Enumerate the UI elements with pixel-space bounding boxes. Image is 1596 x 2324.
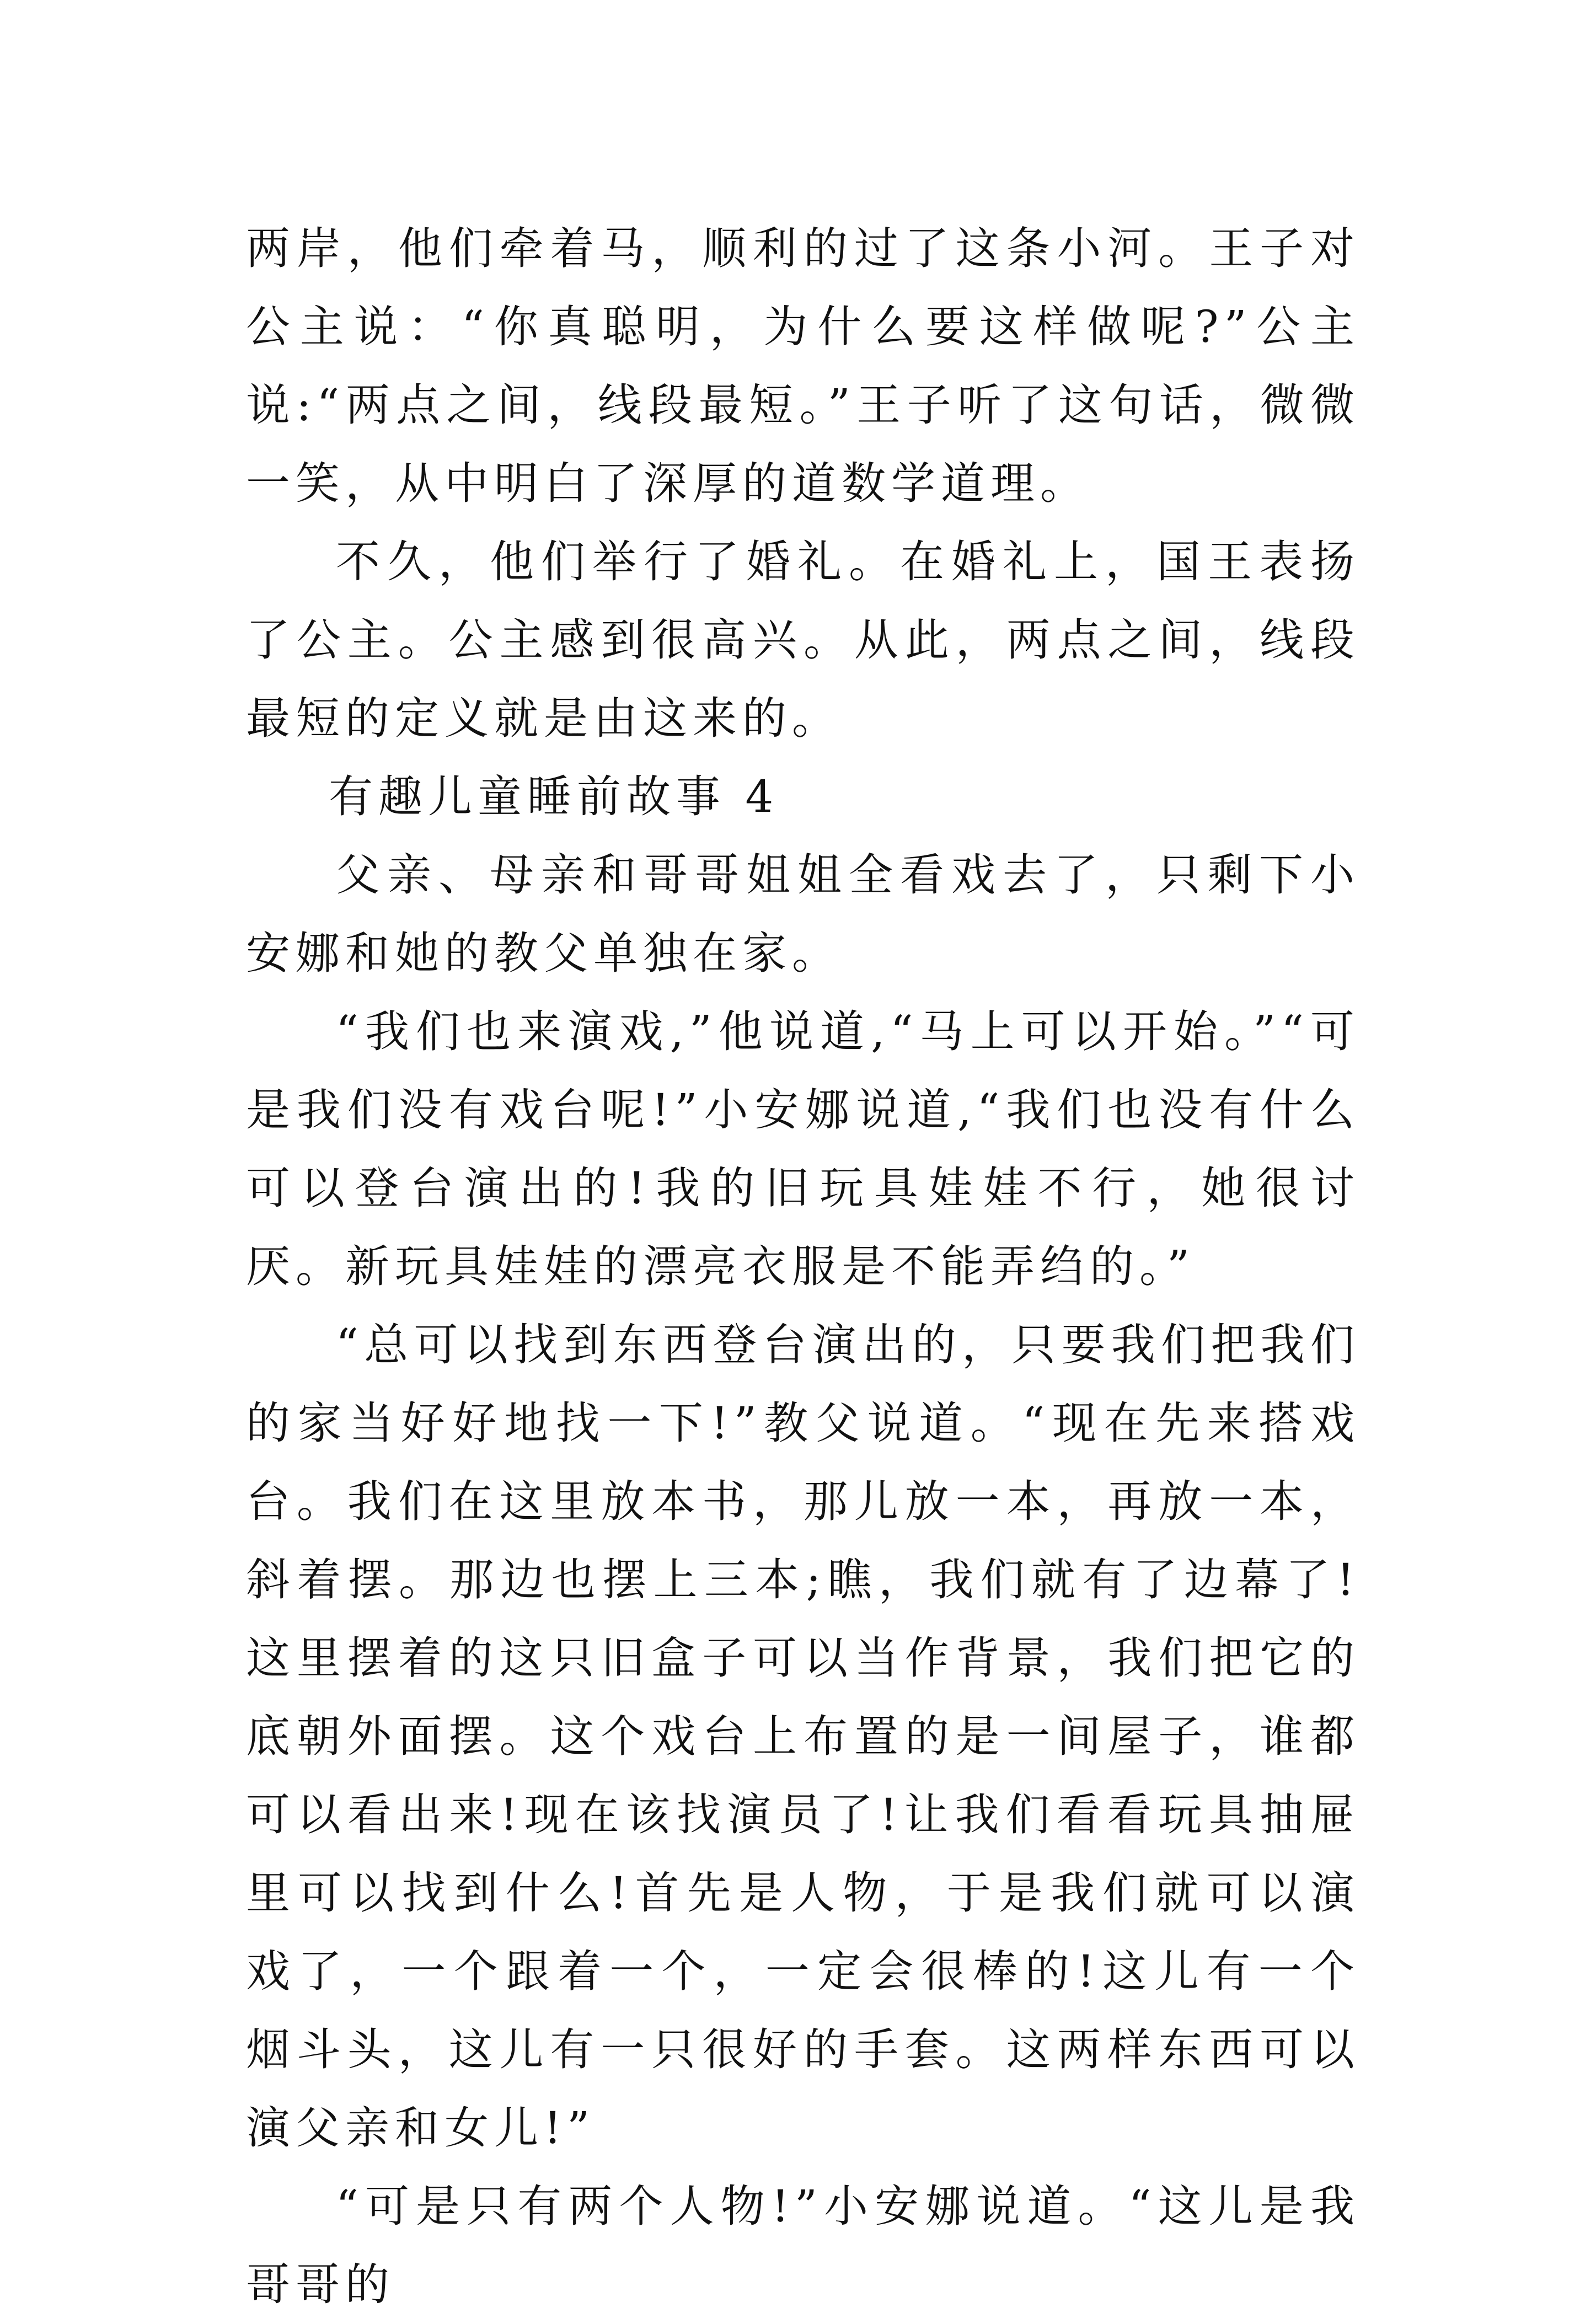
paragraph-anna-home: 父亲、母亲和哥哥姐姐全看戏去了，只剩下小安娜和她的教父单独在家。 [246,849,1360,979]
paragraph-wedding: 不久，他们举行了婚礼。在婚礼上，国王表扬了公主。公主感到很高兴。从此，两点之间，线段最短的定义就是由这来的。 [246,536,1360,744]
paragraph-play-idea: “我们也来演戏,”他说道,“马上可以开始。”“可是我们没有戏台呢!”小安娜说道,“我们也没有什么可以登台演出的!我的旧玩具娃娃不行，她很讨厌。新玩具娃娃的漂亮衣服是不能弄绉的。” [246,1006,1360,1292]
paragraph-two-characters: “可是只有两个人物!”小安娜说道。“这儿是我哥哥的 [246,2181,1360,2310]
story-heading: 有趣儿童睡前故事 4 [329,771,779,822]
document-body [246,210,1360,2324]
paragraph-river-crossing: 两岸，他们牵着马，顺利的过了这条小河。王子对公主说：“你真聪明，为什么要这样做呢?”公主说:“两点之间，线段最短。”王子听了这句话，微微一笑，从中明白了深厚的道数学道理。 [246,223,1360,509]
paragraph-stage-setup: “总可以找到东西登台演出的，只要我们把我们的家当好好地找一下!”教父说道。“现在先来搭戏台。我们在这里放本书，那儿放一本，再放一本，斜着摆。那边也摆上三本;瞧，我们就有了边幕了!这里摆着的这只旧盒子可以当作背景，我们把它的底朝外面摆。这个戏台上布置的是一间屋子，谁都可以看出来!现在该找演员了!让我们看看玩具抽屉里可以找到什么!首先是人物，于是我们就可以演戏了，一个跟着一个，一定会很棒的!这儿有一个烟斗头，这儿有一只很好的手套。这两样东西可以演父亲和女儿!” [246,1319,1360,2154]
